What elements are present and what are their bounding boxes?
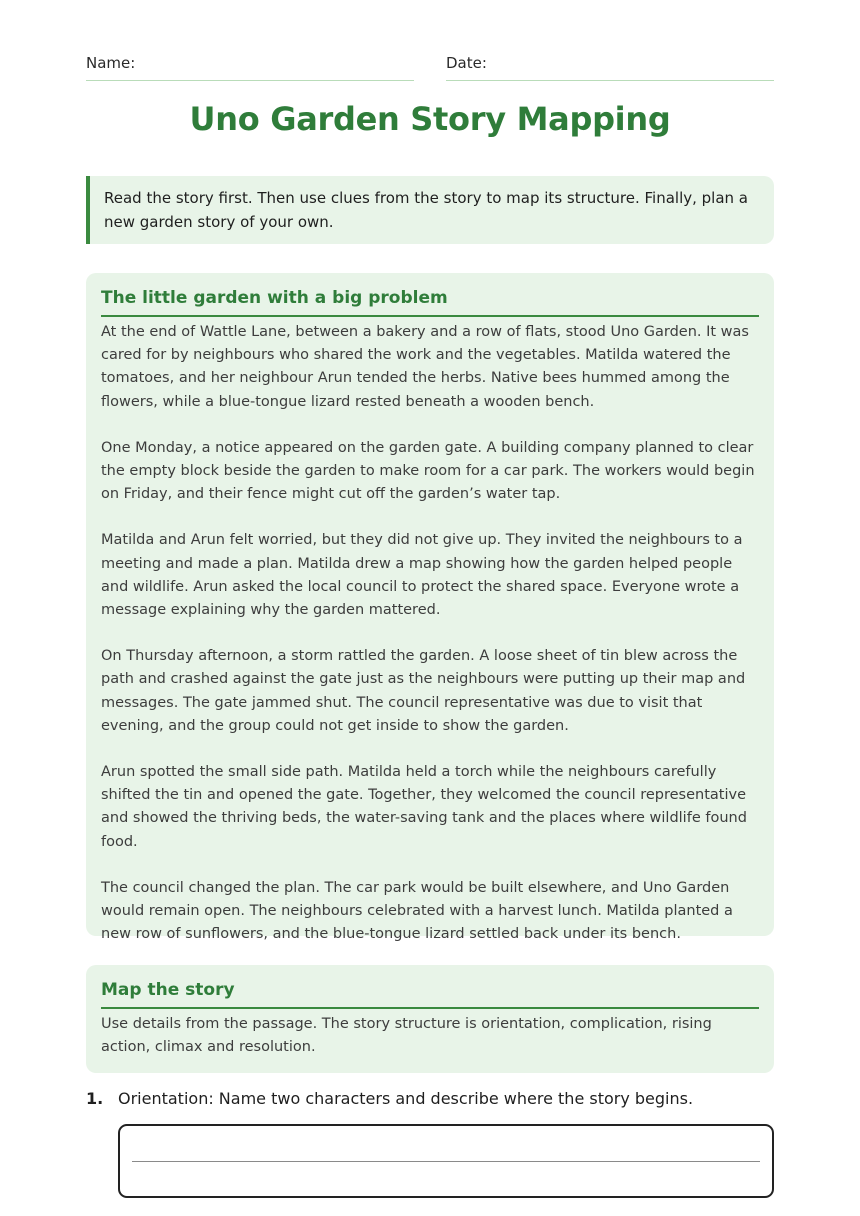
page-title: Uno Garden Story Mapping [189, 100, 671, 138]
name-field[interactable] [86, 54, 414, 81]
story-body [101, 317, 759, 946]
date-field[interactable] [446, 54, 774, 81]
answer-line [132, 1161, 760, 1162]
story-paragraph: The council changed the plan. The car park would be built elsewhere, and Uno Garden would remain open. The neighbours celebrated with a harvest lunch. Matilda planted a new row of sunflowers, and the blue-tongue lizard settled back under its bench. [101, 879, 733, 943]
story-paragraph: One Monday, a notice appeared on the garden gate. A building company planned to clear the empty block beside the garden to make room for a car park. The workers would begin on Friday, and their fence might cut off the garden’s water tap. [101, 439, 755, 503]
answer-box-1[interactable] [118, 1124, 774, 1198]
question-text: Orientation: Name two characters and describe where the story begins. [118, 1089, 694, 1108]
story-paragraph: At the end of Wattle Lane, between a bakery and a row of flats, stood Uno Garden. It was cared for by neighbours who shared the work and the vegetables. Matilda watered the tomatoes, and her neighbour Arun tended the herbs. Native bees hummed among the flowers, while a blue-tongue lizard rested beneath a wooden bench. [101, 324, 749, 410]
date-label: Date: [446, 54, 487, 72]
story-heading: The little garden with a big problem [101, 287, 759, 317]
map-story-heading: Map the story [101, 979, 759, 1009]
intro-instructions: Read the story first. Then use clues from the story to map its structure. Finally, plan a new garden story of your own. [86, 176, 774, 244]
story-paragraph: Arun spotted the small side path. Matilda held a torch while the neighbours carefully shifted the tin and opened the gate. Together, they welcomed the council representative and showed the thriving beds, the water-saving tank and the places where wildlife found food. [101, 764, 747, 850]
question-number: 1. [86, 1089, 104, 1108]
name-label: Name: [86, 54, 136, 72]
story-paragraph: On Thursday afternoon, a storm rattled the garden. A loose sheet of tin blew across the path and crashed against the gate just as the neighbours were putting up their map and messages. The gate jammed shut. The council representative was due to visit that evening, and the group could not get inside to show the garden. [101, 648, 746, 734]
story-paragraph: Matilda and Arun felt worried, but they did not give up. They invited the neighbours to a meeting and made a plan. Matilda drew a map showing how the garden helped people and wildlife. Arun asked the local council to protect the shared space. Everyone wrote a message explaining why the garden mattered. [101, 532, 743, 619]
story-panel [86, 273, 774, 943]
map-story-instructions: Use details from the passage. The story structure is orientation, complication, rising action, climax and resolution. [101, 1016, 712, 1056]
map-story-panel [86, 965, 774, 1073]
